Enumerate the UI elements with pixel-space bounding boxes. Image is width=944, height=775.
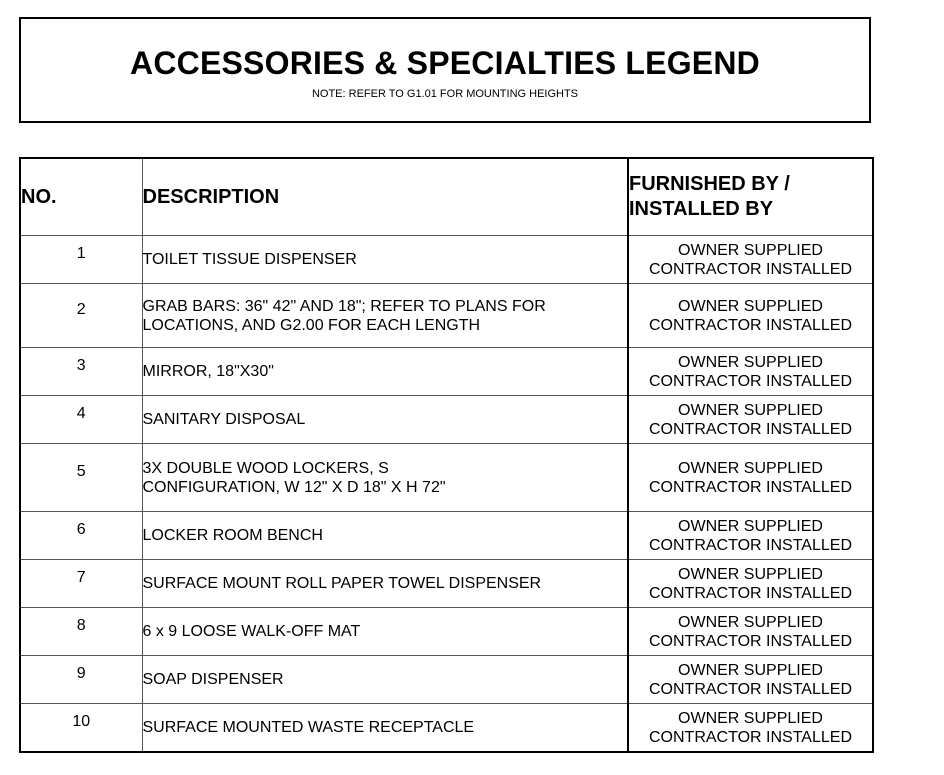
item-description-line1: SURFACE MOUNT ROLL PAPER TOWEL DISPENSER [142, 575, 542, 592]
furnished-by-text: OWNER SUPPLIED [678, 565, 823, 583]
table-row [20, 704, 873, 753]
table-row [20, 236, 873, 284]
item-description-cell [142, 704, 628, 753]
column-header-furnished: FURNISHED BY / [629, 173, 790, 195]
furnished-installed-cell [628, 704, 873, 753]
item-number: 4 [76, 405, 86, 422]
item-description-line1: 6 x 9 LOOSE WALK-OFF MAT [142, 623, 361, 640]
accessories-legend-table [19, 157, 874, 753]
item-number: 9 [76, 665, 86, 682]
column-header-furnished-installed [628, 158, 873, 236]
item-description-cell [142, 656, 628, 704]
item-description-cell [142, 236, 628, 284]
table-row [20, 512, 873, 560]
item-description-cell [142, 396, 628, 444]
item-number-cell [20, 348, 142, 396]
column-header-description: DESCRIPTION [142, 158, 628, 236]
item-description-line1: SURFACE MOUNTED WASTE RECEPTACLE [142, 719, 475, 736]
furnished-installed-cell [628, 608, 873, 656]
item-description-cell [142, 284, 628, 348]
item-description-cell [142, 512, 628, 560]
table-row [20, 284, 873, 348]
item-number-cell [20, 236, 142, 284]
item-description-line1: SANITARY DISPOSAL [142, 411, 306, 428]
installed-by-text: CONTRACTOR INSTALLED [649, 316, 852, 334]
item-description-line1: SOAP DISPENSER [142, 671, 284, 688]
furnished-installed-cell [628, 396, 873, 444]
item-description-line1: 3X DOUBLE WOOD LOCKERS, S [142, 459, 389, 477]
furnished-installed-cell [628, 444, 873, 512]
item-number-cell [20, 560, 142, 608]
installed-by-text: CONTRACTOR INSTALLED [649, 260, 852, 278]
item-number-cell [20, 512, 142, 560]
item-description-cell [142, 444, 628, 512]
installed-by-text: CONTRACTOR INSTALLED [649, 536, 852, 554]
legend-body [20, 236, 873, 753]
furnished-by-text: OWNER SUPPLIED [678, 517, 823, 535]
item-number: 8 [76, 617, 86, 634]
item-description-cell [142, 560, 628, 608]
item-description-line2: LOCATIONS, AND G2.00 FOR EACH LENGTH [142, 316, 481, 334]
item-number-cell [20, 704, 142, 753]
installed-by-text: CONTRACTOR INSTALLED [649, 478, 852, 496]
item-number-cell [20, 608, 142, 656]
column-header-installed: INSTALLED BY [629, 198, 774, 220]
table-row [20, 348, 873, 396]
column-header-no: NO. [20, 158, 142, 236]
furnished-installed-cell [628, 656, 873, 704]
installed-by-text: CONTRACTOR INSTALLED [649, 632, 852, 650]
item-description-cell [142, 608, 628, 656]
item-number: 7 [76, 569, 86, 586]
item-description-line1: GRAB BARS: 36" 42" AND 18"; REFER TO PLANS FOR [142, 297, 546, 315]
furnished-installed-cell [628, 560, 873, 608]
item-number-cell [20, 444, 142, 512]
furnished-installed-cell [628, 348, 873, 396]
item-number-cell [20, 396, 142, 444]
table-row [20, 444, 873, 512]
item-description-line1: LOCKER ROOM BENCH [142, 527, 323, 544]
item-number: 5 [76, 463, 86, 480]
table-header-row [20, 158, 873, 236]
item-description-line2: CONFIGURATION, W 12" X D 18" X H 72" [142, 478, 446, 496]
table-row [20, 396, 873, 444]
legend-title-box [19, 17, 871, 123]
table-row [20, 560, 873, 608]
installed-by-text: CONTRACTOR INSTALLED [649, 584, 852, 602]
furnished-by-text: OWNER SUPPLIED [678, 661, 823, 679]
furnished-by-text: OWNER SUPPLIED [678, 353, 823, 371]
item-number-cell [20, 284, 142, 348]
furnished-installed-cell [628, 512, 873, 560]
installed-by-text: CONTRACTOR INSTALLED [649, 728, 852, 746]
item-description-line1: MIRROR, 18"X30" [142, 363, 274, 380]
furnished-by-text: OWNER SUPPLIED [678, 613, 823, 631]
furnished-by-text: OWNER SUPPLIED [678, 709, 823, 727]
table-row [20, 656, 873, 704]
furnished-installed-cell [628, 284, 873, 348]
item-number: 2 [76, 301, 86, 318]
item-number: 6 [76, 521, 86, 538]
furnished-by-text: OWNER SUPPLIED [678, 297, 823, 315]
item-number-cell [20, 656, 142, 704]
item-description-line1: TOILET TISSUE DISPENSER [142, 251, 357, 268]
item-number: 3 [76, 357, 86, 374]
furnished-by-text: OWNER SUPPLIED [678, 241, 823, 259]
item-number: 10 [72, 713, 91, 730]
installed-by-text: CONTRACTOR INSTALLED [649, 420, 852, 438]
legend-title: ACCESSORIES & SPECIALTIES LEGEND [130, 45, 760, 81]
table-row [20, 608, 873, 656]
item-number: 1 [76, 245, 86, 262]
installed-by-text: CONTRACTOR INSTALLED [649, 680, 852, 698]
furnished-by-text: OWNER SUPPLIED [678, 401, 823, 419]
item-description-cell [142, 348, 628, 396]
mounting-heights-note: NOTE: REFER TO G1.01 FOR MOUNTING HEIGHTS [311, 88, 579, 100]
furnished-installed-cell [628, 236, 873, 284]
furnished-by-text: OWNER SUPPLIED [678, 459, 823, 477]
installed-by-text: CONTRACTOR INSTALLED [649, 372, 852, 390]
